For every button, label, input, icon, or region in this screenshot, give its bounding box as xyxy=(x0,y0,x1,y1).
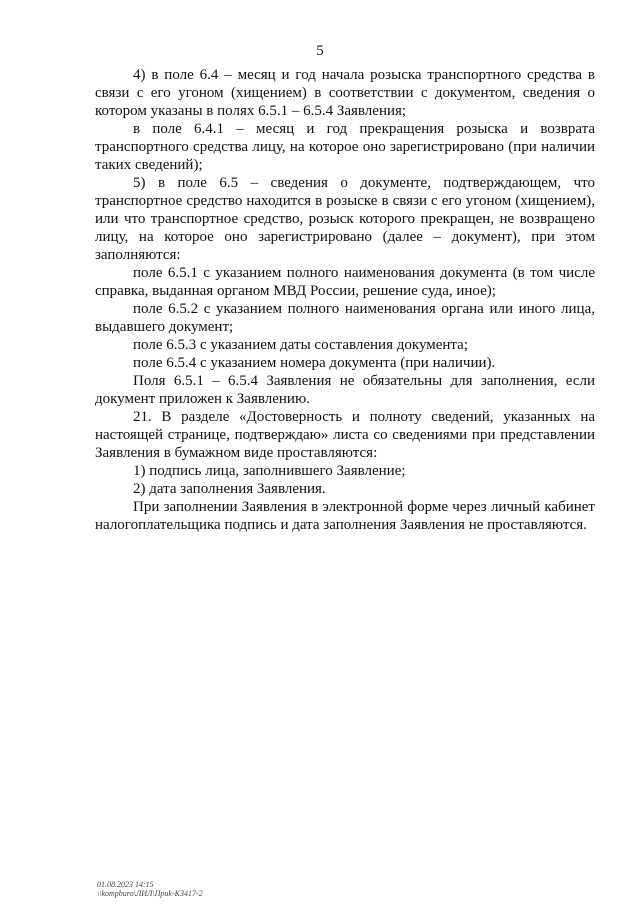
paragraph-field-6-5-1: поле 6.5.1 с указанием полного наименования документа (в том числе справка, выданная органом МВД России, решение суда, иное); xyxy=(95,265,595,299)
footer-timestamp: 01.08.2023 14:15 xyxy=(97,880,154,889)
paragraph-field-6-5-4: поле 6.5.4 с указанием номера документа (при наличии). xyxy=(133,355,496,371)
footer-file-path: \\kompburo\ЛИЛ\Приk-K3417-2 xyxy=(97,889,203,898)
paragraph-field-6-4-1: в поле 6.4.1 – месяц и год прекращения розыска и возврата транспортного средства лицу, на которое оно зарегистрировано (при наличии таких сведений); xyxy=(95,121,595,173)
paragraph-section-21: 21. В разделе «Достоверность и полноту сведений, указанных на настоящей странице, подтверждаю» листа со сведениями при представлении Заявления в бумажном виде проставляются: xyxy=(95,409,595,461)
paragraph-electronic-form: При заполнении Заявления в электронной форме через личный кабинет налогоплательщика подпись и дата заполнения Заявления не проставляются. xyxy=(95,499,595,533)
paragraph-date: 2) дата заполнения Заявления. xyxy=(133,481,326,497)
paragraph-signature: 1) подпись лица, заполнившего Заявление; xyxy=(133,463,406,479)
paragraph-field-6-5-3: поле 6.5.3 с указанием даты составления документа; xyxy=(133,337,468,353)
paragraph-fields-optional: Поля 6.5.1 – 6.5.4 Заявления не обязательны для заполнения, если документ приложен к Заявлению. xyxy=(95,373,595,407)
paragraph-item-5: 5) в поле 6.5 – сведения о документе, подтверждающем, что транспортное средство находится в розыске в связи с его угоном (хищением), или что транспортное средство, розыск которого прекращен, не возвращено лицу, на которое оно зарегистрировано (далее – документ), при этом заполняются: xyxy=(95,175,595,263)
document-body xyxy=(95,66,595,534)
page-number: 5 xyxy=(316,43,324,59)
paragraph-field-6-5-2: поле 6.5.2 с указанием полного наименования органа или иного лица, выдавшего документ; xyxy=(95,301,595,335)
document-footer xyxy=(97,880,203,898)
paragraph-item-4: 4) в поле 6.4 – месяц и год начала розыска транспортного средства в связи с его угоном (хищением) в соответствии с документом, сведения о котором указаны в полях 6.5.1 – 6.5.4 Заявления; xyxy=(95,67,595,119)
